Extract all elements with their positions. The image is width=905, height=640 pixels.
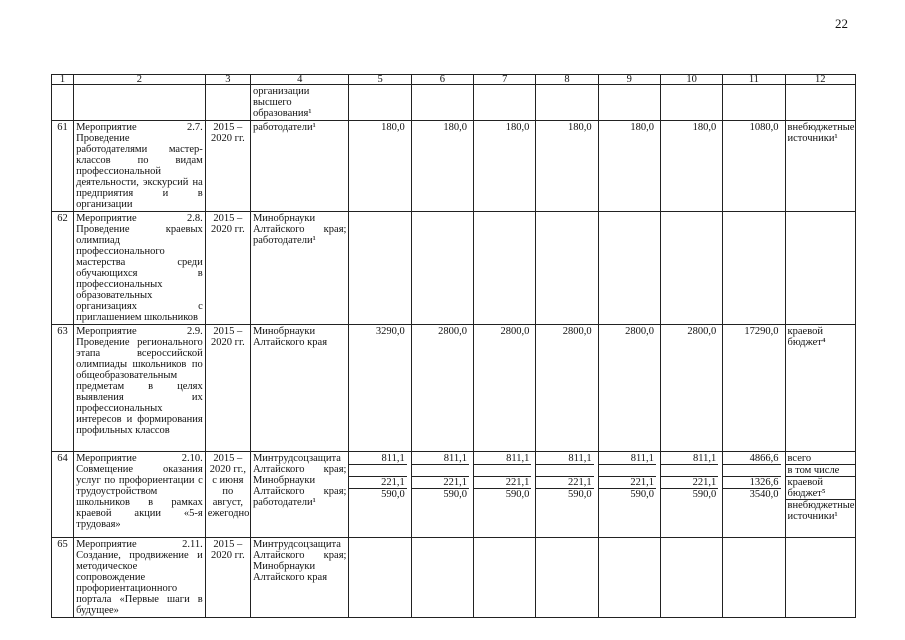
row-number-cell: 63 [52, 325, 74, 452]
period-cell: 2015 – 2020 гг., с июня по август, ежегодно [205, 452, 250, 538]
value-cell: 180,0 [349, 121, 411, 212]
cell [536, 85, 598, 121]
column-number-row [52, 75, 856, 85]
activity-name-cell: Мероприятие 2.7. Проведение работодателями мастер-классов по видам профессиональной деятельности, экскурсий на предприятия и в организации [74, 121, 206, 212]
value-subcell [349, 465, 406, 477]
value-cell [660, 212, 722, 325]
source-cell [785, 452, 855, 538]
executor-cell: Минобрнауки Алтайского края; работодатели¹ [250, 212, 348, 325]
period-cell: 2015 – 2020 гг. [205, 212, 250, 325]
column-number: 12 [785, 75, 855, 85]
executor-cell: Минтрудсоцзащита Алтайского края; Минобрнауки Алтайского края [250, 538, 348, 618]
value-cell: 17290,0 [723, 325, 785, 452]
period-cell: 2015 – 2020 гг. [205, 325, 250, 452]
row-number-cell: 62 [52, 212, 74, 325]
cell [205, 85, 250, 121]
column-number: 7 [474, 75, 536, 85]
value-subcell: 590,0 [443, 489, 468, 500]
value-cell [660, 452, 722, 538]
value-cell [598, 212, 660, 325]
value-subcell: 590,0 [568, 489, 592, 500]
value-cell: 180,0 [536, 121, 598, 212]
value-cell: 180,0 [598, 121, 660, 212]
executor-cell: работодатели¹ [250, 121, 348, 212]
value-subcell: 590,0 [505, 489, 530, 500]
column-number: 11 [723, 75, 785, 85]
executor-cell: Минобрнауки Алтайского края [250, 325, 348, 452]
source-cell: внебюджетные источники¹ [785, 121, 855, 212]
column-number: 10 [660, 75, 722, 85]
column-number: 5 [349, 75, 411, 85]
value-cell [536, 452, 598, 538]
value-subcell: 221,1 [536, 477, 593, 489]
row-number-cell: 65 [52, 538, 74, 618]
column-number: 8 [536, 75, 598, 85]
value-cell: 180,0 [411, 121, 473, 212]
source-cell: краевой бюджет⁴ [785, 325, 855, 452]
activity-name-cell: Мероприятие 2.9. Проведение регионального этапа всероссийской олимпиады школьников по общеобразовательным предметам в целях выявления их профессиональных интересов и формирования профильных классов [74, 325, 206, 452]
value-cell: 3290,0 [349, 325, 411, 452]
value-cell [598, 538, 660, 618]
value-subcell: 3540,0 [749, 489, 779, 500]
table-row [52, 538, 856, 618]
cell [598, 85, 660, 121]
table-row [52, 325, 856, 452]
value-subcell [474, 465, 531, 477]
table-row [52, 452, 856, 538]
value-cell [349, 452, 411, 538]
value-cell [723, 538, 785, 618]
source-cell [785, 212, 855, 325]
activity-name-cell: Мероприятие 2.11. Создание, продвижение и методическое сопровождение профориентационного портала «Первые шаги в будущее» [74, 538, 206, 618]
cell [349, 85, 411, 121]
value-subcell: 590,0 [692, 489, 717, 500]
value-cell [598, 452, 660, 538]
value-cell: 2800,0 [474, 325, 536, 452]
source-subcell: в том числе [786, 465, 855, 477]
source-subcell: всего [786, 453, 855, 465]
column-number: 3 [205, 75, 250, 85]
value-cell [474, 452, 536, 538]
value-subcell: 221,1 [412, 477, 469, 489]
executor-cell: Минтрудсоцзащита Алтайского края; Минобрнауки Алтайского края; работодатели¹ [250, 452, 348, 538]
column-number: 6 [411, 75, 473, 85]
cell [723, 85, 785, 121]
value-subcell [412, 465, 469, 477]
value-subcell: 221,1 [599, 477, 656, 489]
value-cell [474, 212, 536, 325]
value-subcell: 1326,6 [723, 477, 780, 489]
value-cell: 2800,0 [598, 325, 660, 452]
value-cell [411, 452, 473, 538]
value-cell [536, 538, 598, 618]
value-subcell: 811,1 [474, 453, 531, 465]
value-cell [349, 538, 411, 618]
table-row [52, 121, 856, 212]
value-cell [723, 452, 785, 538]
continuation-row [52, 85, 856, 121]
value-subcell: 221,1 [661, 477, 718, 489]
column-number: 9 [598, 75, 660, 85]
value-subcell: 4866,6 [723, 453, 780, 465]
value-cell [411, 212, 473, 325]
executor-cell: организации высшего образования¹ [250, 85, 348, 121]
cell [474, 85, 536, 121]
value-cell [660, 538, 722, 618]
page-number: 22 [835, 16, 848, 31]
row-number-cell: 61 [52, 121, 74, 212]
value-cell: 2800,0 [411, 325, 473, 452]
column-number: 1 [52, 75, 74, 85]
value-subcell: 811,1 [599, 453, 656, 465]
value-cell: 1080,0 [723, 121, 785, 212]
row-number-cell: 64 [52, 452, 74, 538]
value-cell [723, 212, 785, 325]
cell [411, 85, 473, 121]
value-subcell [661, 465, 718, 477]
cell [660, 85, 722, 121]
value-cell: 180,0 [474, 121, 536, 212]
cell [785, 85, 855, 121]
period-cell: 2015 – 2020 гг. [205, 538, 250, 618]
table-row [52, 212, 856, 325]
activity-name-cell: Мероприятие 2.8. Проведение краевых олимпиад профессионального мастерства среди обучающихся в профессиональных образовательных организациях с приглашением школьников [74, 212, 206, 325]
program-activities-table [51, 74, 856, 618]
value-subcell [536, 465, 593, 477]
value-cell: 180,0 [660, 121, 722, 212]
cell [74, 85, 206, 121]
value-subcell: 811,1 [536, 453, 593, 465]
value-subcell: 221,1 [349, 477, 406, 489]
column-number: 2 [74, 75, 206, 85]
value-cell [349, 212, 411, 325]
value-subcell: 221,1 [474, 477, 531, 489]
value-subcell [599, 465, 656, 477]
value-subcell: 811,1 [412, 453, 469, 465]
cell [52, 85, 74, 121]
value-cell [474, 538, 536, 618]
value-cell: 2800,0 [536, 325, 598, 452]
value-subcell [723, 465, 780, 477]
value-subcell: 590,0 [381, 489, 405, 500]
source-subcell: внебюджетные источники¹ [787, 500, 855, 522]
value-cell: 2800,0 [660, 325, 722, 452]
value-subcell: 590,0 [630, 489, 654, 500]
source-subcell: краевой бюджет⁵ [786, 477, 855, 500]
value-cell [536, 212, 598, 325]
value-cell [411, 538, 473, 618]
source-cell [785, 538, 855, 618]
value-subcell: 811,1 [349, 453, 406, 465]
value-subcell: 811,1 [661, 453, 718, 465]
period-cell: 2015 – 2020 гг. [205, 121, 250, 212]
activity-name-cell: Мероприятие 2.10. Совмещение оказания услуг по профориентации с трудоустройством школьников в рамках краевой акции «5-я трудовая» [74, 452, 206, 538]
column-number: 4 [250, 75, 348, 85]
